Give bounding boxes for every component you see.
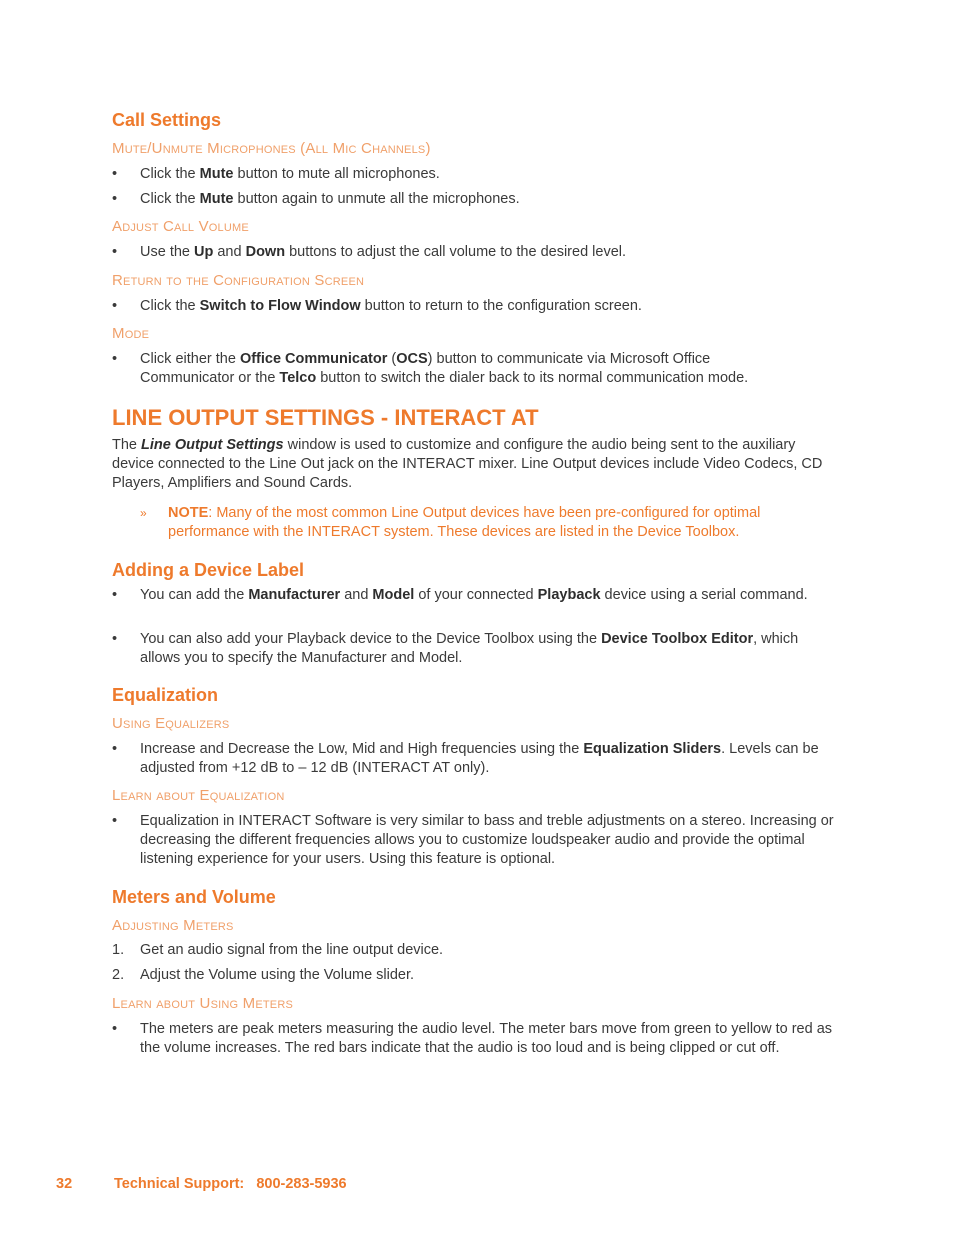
list-item: • Use the Up and Down buttons to adjust the call volume to the desired level. <box>112 244 627 260</box>
page-footer <box>56 1175 347 1194</box>
bullet: • <box>112 631 118 647</box>
chevron-right-icon: » <box>140 506 147 520</box>
list-item: • Click the Mute button again to unmute all the microphones. <box>112 191 520 207</box>
mute-unmute-subheading: Mute/Unmute Microphones (All Mic Channels) <box>112 140 431 157</box>
page-number: 32 <box>56 1176 73 1192</box>
list-item: • Equalization in INTERACT Software is very similar to bass and treble adjustments on a stereo. Increasing or decreasing the different frequencies allows you to customize loudspeaker audio and provide the optimal listening experience for your users. Using this feature is optional. <box>112 813 834 867</box>
bullet: • <box>112 1021 118 1037</box>
bullet: • <box>112 244 118 260</box>
step-number: 1. <box>112 942 125 958</box>
bullet: • <box>112 587 118 603</box>
line-output-heading: LINE OUTPUT SETTINGS - INTERACT AT <box>112 405 539 430</box>
list-item: • The meters are peak meters measuring the audio level. The meter bars move from green to yellow to red as the volume increases. The red bars indicate that the audio is too loud and is being clipped or cut off. <box>112 1021 833 1056</box>
bullet: • <box>112 813 118 829</box>
step-item: 1. Get an audio signal from the line output device. <box>112 942 444 958</box>
list-item: • Increase and Decrease the Low, Mid and High frequencies using the Equalization Sliders. Levels can be adjusted from +12 dB to – 12 dB (INTERACT AT only). <box>112 741 819 776</box>
bullet: • <box>112 166 118 182</box>
technical-support: Technical Support: 800-283-5936 <box>114 1176 347 1192</box>
meters-volume-heading: Meters and Volume <box>112 887 276 907</box>
bullet: • <box>112 351 118 367</box>
device-label-heading: Adding a Device Label <box>112 560 305 580</box>
adjusting-meters-subheading: Adjusting Meters <box>112 917 234 934</box>
list-item: • You can add the Manufacturer and Model of your connected Playback device using a serial command. <box>112 587 808 603</box>
line-output-intro: The Line Output Settings window is used to customize and configure the audio being sent to the auxiliary device connected to the Line Out jack on the INTERACT mixer. Line Output devices include Video Codecs, CD Players, Amplifiers and Sound Cards. <box>112 437 823 491</box>
list-item: • Click the Switch to Flow Window button to return to the configuration screen. <box>112 298 642 314</box>
learn-meters-subheading: Learn about Using Meters <box>112 995 293 1012</box>
equalization-heading: Equalization <box>112 685 219 705</box>
list-item: • Click the Mute button to mute all microphones. <box>112 166 440 182</box>
note-callout: » NOTE: Many of the most common Line Output devices have been pre-configured for optimal performance with the INTERACT system. These devices are listed in the Device Toolbox. <box>140 505 761 540</box>
using-equalizers-subheading: Using Equalizers <box>112 715 230 732</box>
learn-equalization-subheading: Learn about Equalization <box>112 787 285 804</box>
list-item: • You can also add your Playback device to the Device Toolbox using the Device Toolbox Editor, which allows you to specify the Manufacturer and Model. <box>112 631 799 666</box>
bullet: • <box>112 191 118 207</box>
list-item: • Click either the Office Communicator (OCS) button to communicate via Microsoft Office Communicator or the Telco button to switch the dialer back to its normal communication mode. <box>112 351 749 386</box>
step-number: 2. <box>112 967 125 983</box>
bullet: • <box>112 298 118 314</box>
step-item: 2. Adjust the Volume using the Volume slider. <box>112 967 415 983</box>
adjust-volume-subheading: Adjust Call Volume <box>112 218 249 235</box>
call-settings-heading: Call Settings <box>112 110 222 130</box>
bullet: • <box>112 741 118 757</box>
mode-subheading: Mode <box>112 325 150 342</box>
return-config-subheading: Return to the Configuration Screen <box>112 272 365 289</box>
